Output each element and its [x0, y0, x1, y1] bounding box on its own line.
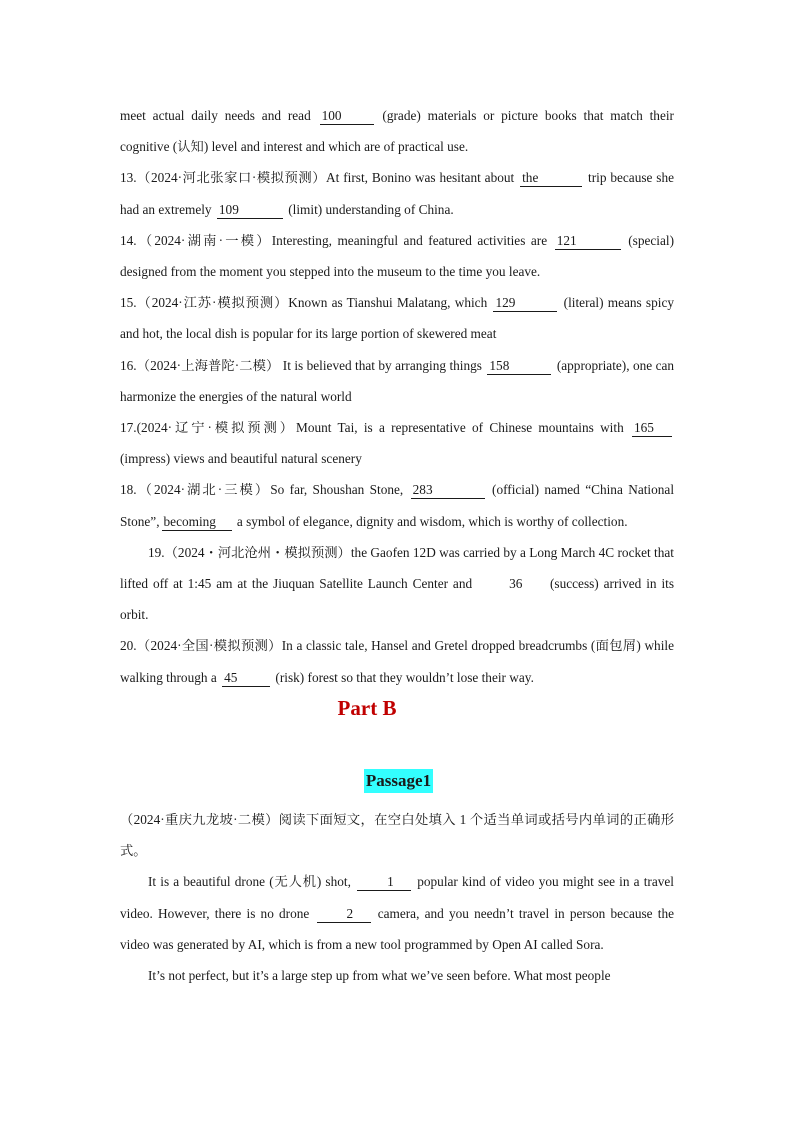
text: (literal) means spicy and hot, the local dish is popular for its large portion of skewered meat — [120, 295, 674, 342]
text: (risk) forest so that they wouldn’t lose their way. — [275, 669, 534, 685]
text: 20.（2024·全国·模拟预测）In a classic tale, Hansel and Gretel dropped breadcrumbs (面包屑) while walking through a — [120, 638, 674, 685]
answer-blank: 100 — [320, 108, 374, 125]
answer-blank: 2 — [317, 906, 371, 923]
exercise-17 — [120, 412, 674, 474]
text: meet actual daily needs and read — [120, 108, 311, 123]
exercise-12-continued — [120, 100, 674, 162]
exercise-15 — [120, 287, 674, 349]
text: 13.（2024·河北张家口·模拟预测）At first, Bonino was hesitant about — [120, 170, 515, 186]
answer-blank: 45 — [222, 670, 270, 687]
answer-blank: the — [520, 170, 582, 187]
text: trip because she had an extremely — [120, 170, 675, 217]
passage-heading — [0, 769, 794, 793]
exercise-list — [120, 100, 674, 693]
passage-title-text: Passage1 — [364, 769, 433, 793]
exercise-13 — [120, 162, 674, 224]
exercise-20 — [120, 630, 674, 692]
text: It is a beautiful drone (无人机) shot, — [148, 874, 351, 890]
passage-instruction: （2024·重庆九龙坡·二模）阅读下面短文，在空白处填入 1 个适当单词或括号内单词的正确形式。 — [120, 812, 674, 859]
text: 14.（2024·湖南·一模）Interesting, meaningful and featured activities are — [120, 232, 548, 248]
exercise-16 — [120, 350, 674, 412]
text: camera, and you needn’t travel in person because the video was generated by AI, which is from a new tool programmed by Open AI called Sora. — [120, 905, 674, 952]
text: 18.（2024·湖北·三模）So far, Shoushan Stone, — [120, 482, 404, 498]
answer-blank: becoming — [162, 514, 232, 531]
text: (appropriate), one can harmonize the energies of the natural world — [120, 357, 675, 404]
text: 16.（2024·上海普陀·二模） It is believed that by arranging things — [120, 357, 482, 373]
text: popular kind of video you might see in a travel video. However, there is no drone — [120, 874, 674, 921]
answer-blank: 158 — [487, 358, 551, 375]
text: (impress) views and beautiful natural scenery — [120, 451, 362, 467]
answer-blank: 283 — [411, 482, 485, 499]
exercise-14 — [120, 225, 674, 287]
answer-blank: 36 — [509, 576, 523, 592]
text: a symbol of elegance, dignity and wisdom, which is worthy of collection. — [236, 513, 628, 529]
text: (success) arrived in its orbit. — [120, 576, 675, 623]
exercise-19 — [120, 537, 674, 631]
passage-paragraph-2: It’s not perfect, but it’s a large step up from what we’ve seen before. What most people — [148, 968, 611, 984]
answer-blank: 1 — [357, 874, 411, 891]
text: (grade) materials or picture books that match their cognitive (认知) level and interest and which are of practical use. — [120, 108, 674, 155]
part-title-text: Part B — [337, 696, 397, 720]
text: (official) named “China National Stone”, — [120, 482, 675, 529]
passage-body — [120, 804, 674, 991]
passage-paragraph-1 — [120, 866, 674, 960]
answer-blank: 109 — [217, 202, 283, 219]
answer-blank: 129 — [493, 295, 557, 312]
text: 17.(2024·辽宁·模拟预测）Mount Tai, is a representative of Chinese mountains with — [120, 420, 624, 436]
exercise-18 — [120, 474, 674, 536]
answer-blank: 165 — [632, 420, 672, 437]
answer-blank: 121 — [555, 233, 621, 250]
text: (limit) understanding of China. — [288, 201, 454, 217]
text: 19.（2024・河北沧州・模拟预测）the Gaofen 12D was carried by a Long March 4C rocket that lifted off at 1:45 am at the Jiuquan Satellite Launch Center and — [120, 544, 674, 592]
text: 15.（2024·江苏·模拟预测）Known as Tianshui Malatang, which — [120, 295, 488, 311]
part-heading — [0, 696, 794, 721]
text: (special) designed from the moment you stepped into the museum to the time you leave. — [120, 232, 675, 280]
